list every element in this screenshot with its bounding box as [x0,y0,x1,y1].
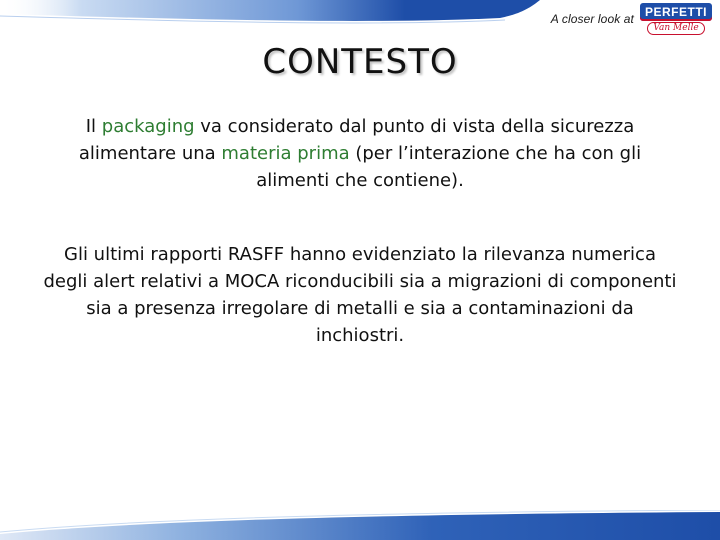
slide-title: CONTESTO [262,42,458,82]
bottom-decorative-swoosh [0,510,720,540]
highlight-packaging: packaging [101,116,195,137]
paragraph-1-text: va considerato dal punto di vista della sicurezza alimentare una [78,116,635,164]
paragraph-1-text: (per l’interazione che ha con gli alimenti che contiene). [256,143,642,191]
paragraph-packaging [40,113,680,194]
logo-wordmark: PERFETTI [640,3,712,21]
header-tagline: A closer look at [550,12,634,26]
header-brand [551,4,712,34]
logo-subwordmark: Van Melle [647,22,704,35]
paragraph-1-text: Il [85,116,102,137]
paragraph-rasff: Gli ultimi rapporti RASFF hanno evidenziato la rilevanza numerica degli alert relativi a MOCA riconducibili sia a migrazioni di componenti sia a presenza irregolare di metalli e sia a contaminazioni da inchiostri. [43,244,677,346]
perfetti-logo [640,3,712,35]
highlight-materia-prima: materia prima [221,143,350,164]
